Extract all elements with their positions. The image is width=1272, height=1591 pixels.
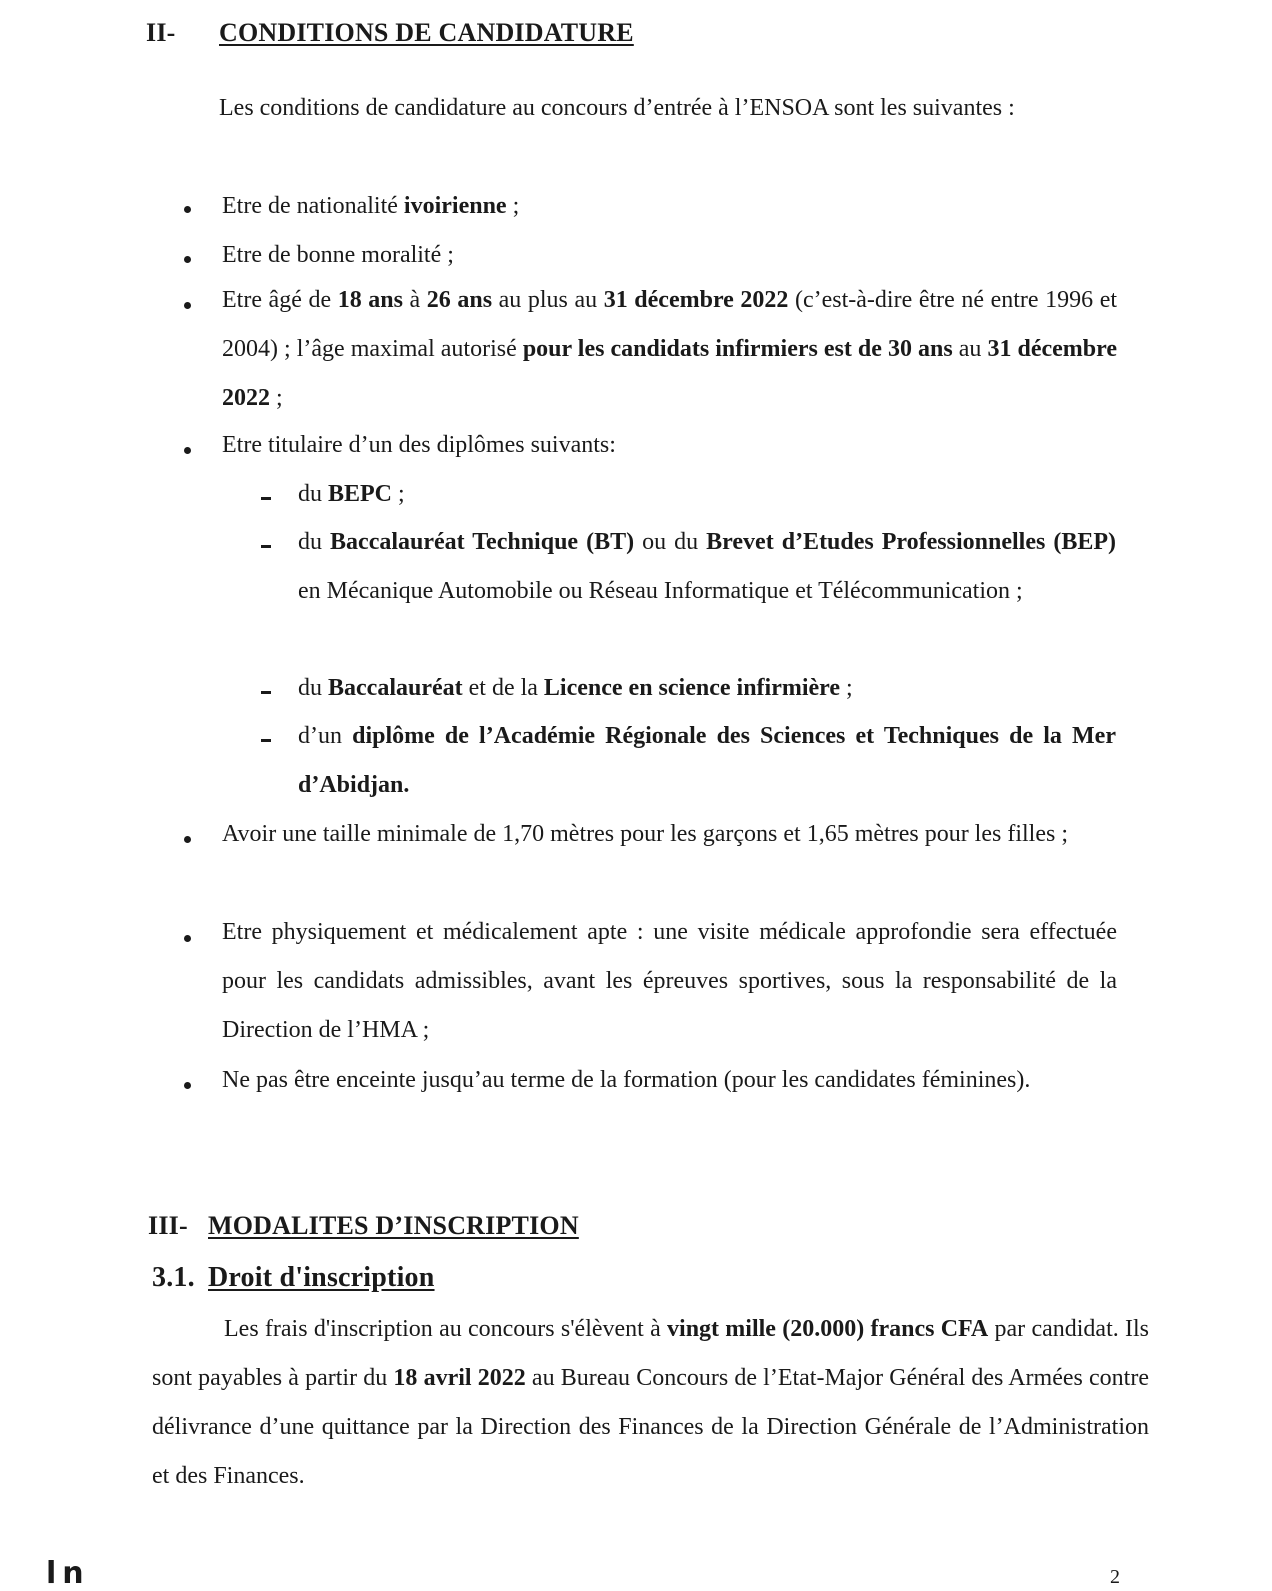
intro-text: Les conditions de candidature au concours d’entrée à l’ENSOA sont les suivantes : <box>219 95 1015 121</box>
diploma-text: d’un <box>298 723 353 749</box>
condition-text: Avoir une taille minimale de 1,70 mètres pour les garçons et 1,65 mètres pour les filles ; <box>222 821 1068 847</box>
subsection-number: 3.1. <box>152 1262 195 1293</box>
diploma-bt-bep <box>298 518 1116 616</box>
condition-medical <box>222 908 1117 1055</box>
diploma-bold: Baccalauréat <box>328 675 463 701</box>
diploma-bold: Brevet d’Etudes Professionnelles (BEP) <box>706 529 1117 555</box>
bullet-dot <box>184 935 191 942</box>
condition-height <box>222 810 1117 859</box>
diploma-text: ou du <box>634 529 707 555</box>
condition-nationality <box>222 182 1117 231</box>
condition-bold: 26 ans <box>426 287 493 313</box>
diploma-arstm <box>298 712 1116 810</box>
diploma-text: du <box>298 675 328 701</box>
condition-text: Etre titulaire d’un des diplômes suivants: <box>222 432 616 458</box>
section-2-title: CONDITIONS DE CANDIDATURE <box>219 18 634 47</box>
dash-marker <box>261 691 271 694</box>
fee-text: au Bureau Concours de l’Etat-Major Général des Armées contre délivrance d’une quittance par la Direction des Finances de la Direction Générale de l’Administration et des Finances. <box>152 1365 1149 1489</box>
condition-bold: 18 ans <box>337 287 403 313</box>
diploma-text: en Mécanique Automobile ou Réseau Informatique et Télécommunication ; <box>298 578 1023 604</box>
condition-text: au plus au <box>492 287 604 313</box>
condition-bold: 31 décembre 2022 <box>603 287 789 313</box>
registration-fee-paragraph <box>152 1305 1149 1501</box>
condition-age <box>222 276 1117 423</box>
diploma-bold: Baccalauréat Technique (BT) <box>330 529 635 555</box>
condition-pregnancy <box>222 1056 1117 1105</box>
diploma-text: du <box>298 529 331 555</box>
diploma-bac-licence <box>298 664 1116 713</box>
condition-bold: 31 décembre 2022 <box>222 336 1118 411</box>
fee-bold: 18 avril 2022 <box>393 1365 526 1391</box>
section-3-number: III- <box>148 1211 188 1240</box>
condition-text: Etre de bonne moralité ; <box>222 242 454 268</box>
dash-marker <box>261 545 271 548</box>
condition-text: Etre de nationalité <box>222 193 404 219</box>
diploma-bold: BEPC <box>328 481 393 507</box>
page-number: 2 <box>1110 1566 1120 1588</box>
diploma-text: ; <box>392 481 405 507</box>
condition-text: à <box>402 287 427 313</box>
condition-text: ; <box>506 193 520 219</box>
dash-marker <box>261 739 271 742</box>
subsection-title: Droit d'inscription <box>208 1262 435 1293</box>
condition-bold: ivoirienne <box>403 193 507 219</box>
intro-paragraph <box>146 84 1116 133</box>
bullet-dot <box>184 447 191 454</box>
section-2-number: II- <box>146 18 176 47</box>
bullet-dot <box>184 302 191 309</box>
section-2-heading <box>146 18 634 48</box>
condition-diplomas <box>222 421 1117 470</box>
fee-text: par candidat. Ils sont payables à partir du <box>152 1316 1149 1391</box>
condition-text: (c’est-à-dire être né entre 1996 et 2004) ; l’âge maximal autorisé <box>222 287 1118 362</box>
section-3-title: MODALITES D’INSCRIPTION <box>208 1211 579 1240</box>
condition-text: au <box>952 336 988 362</box>
condition-bold: pour les candidats infirmiers est de 30 ans <box>522 336 953 362</box>
fee-text: Les frais d'inscription au concours s'élèvent à <box>224 1316 668 1342</box>
condition-morality <box>222 231 1117 280</box>
diploma-text: du <box>298 481 328 507</box>
bullet-dot <box>184 256 191 263</box>
diploma-bold: Licence en science infirmière <box>543 675 841 701</box>
section-3-heading <box>148 1211 579 1241</box>
fee-bold: vingt mille (20.000) francs CFA <box>667 1316 989 1342</box>
condition-text: Etre physiquement et médicalement apte : une visite médicale approfondie sera effectuée pour les candidats admissibles, avant les épreuves sportives, sous la responsabilité de la Direction de l’HMA ; <box>222 919 1117 1043</box>
bullet-dot <box>184 1082 191 1089</box>
condition-text: ; <box>270 385 283 411</box>
diploma-text: et de la <box>462 675 544 701</box>
diploma-text: ; <box>840 675 853 701</box>
condition-text: Ne pas être enceinte jusqu’au terme de la formation (pour les candidates féminines). <box>222 1067 1031 1093</box>
dash-marker <box>261 497 271 500</box>
condition-text: Etre âgé de <box>222 287 338 313</box>
diploma-bold: diplôme de l’Académie Régionale des Sciences et Techniques de la Mer d’Abidjan. <box>298 723 1116 798</box>
subsection-3-1-heading <box>152 1262 435 1294</box>
signature-mark: l n <box>40 1556 84 1591</box>
bullet-dot <box>184 836 191 843</box>
diploma-bepc <box>298 470 1116 519</box>
bullet-dot <box>184 206 191 213</box>
